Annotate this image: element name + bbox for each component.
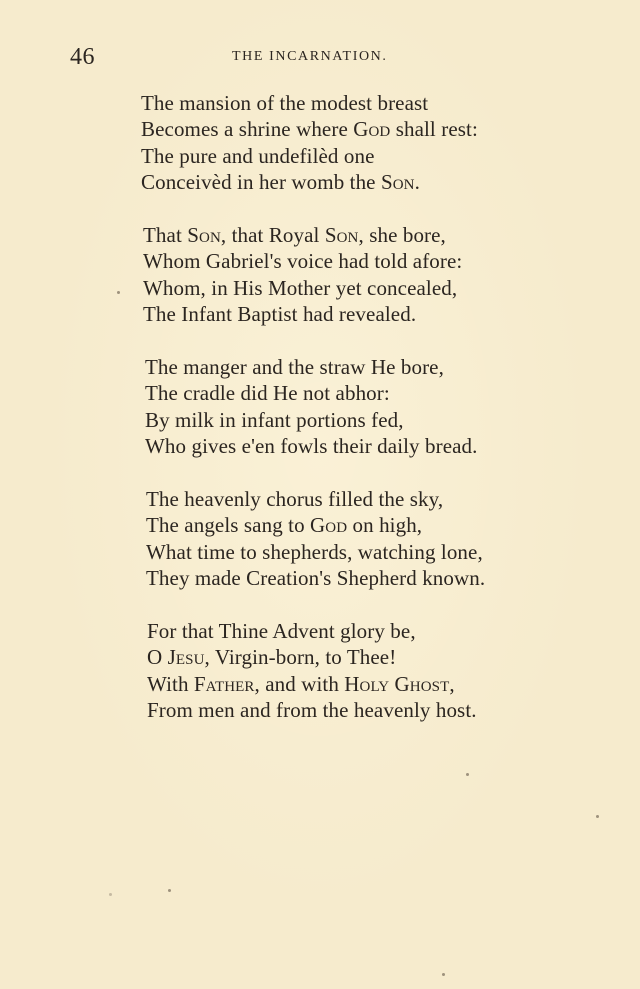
paper-speck xyxy=(109,893,112,896)
paper-speck xyxy=(596,815,599,818)
poem-line: The cradle did He not abhor: xyxy=(145,381,390,405)
page-number: 46 xyxy=(70,44,95,70)
poem-line: Who gives e'en fowls their daily bread. xyxy=(145,434,478,458)
paper-speck xyxy=(466,773,469,776)
poem-line: O Jesu, Virgin-born, to Thee! xyxy=(147,645,397,669)
poem-line: Whom, in His Mother yet concealed, xyxy=(143,276,458,300)
poem-line: The mansion of the modest breast xyxy=(141,91,429,115)
paper-speck xyxy=(117,291,120,294)
poem-line: By milk in infant portions fed, xyxy=(145,408,404,432)
poem-line: The Infant Baptist had revealed. xyxy=(143,302,417,326)
poem-line: With Father, and with Holy Ghost, xyxy=(147,672,455,696)
poem-line: The pure and undefilèd one xyxy=(141,144,375,168)
poem-line: From men and from the heavenly host. xyxy=(147,698,477,722)
poem-line: The angels sang to God on high, xyxy=(146,513,423,537)
running-title: THE INCARNATION. xyxy=(232,49,388,64)
paper-speck xyxy=(442,973,445,976)
paper-speck xyxy=(168,889,171,892)
poem-line: That Son, that Royal Son, she bore, xyxy=(143,223,446,247)
poem-line: For that Thine Advent glory be, xyxy=(147,619,416,643)
poem-line: The manger and the straw He bore, xyxy=(145,355,444,379)
poem-line: What time to shepherds, watching lone, xyxy=(146,540,483,564)
poem-line: The heavenly chorus filled the sky, xyxy=(146,487,444,511)
poem-line: Whom Gabriel's voice had told afore: xyxy=(143,249,463,273)
poem-line: Conceivèd in her womb the Son. xyxy=(141,170,420,194)
poem-line: Becomes a shrine where God shall rest: xyxy=(141,117,478,141)
poem-line: They made Creation's Shepherd known. xyxy=(146,566,486,590)
